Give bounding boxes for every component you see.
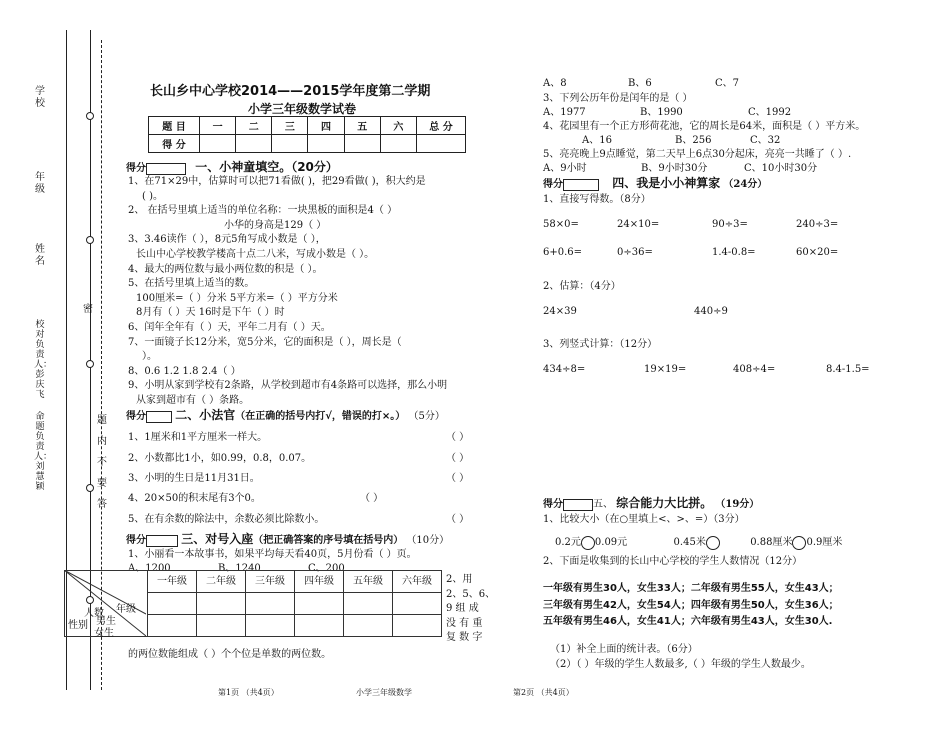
option: A、1977 xyxy=(543,107,586,118)
score-cell[interactable] xyxy=(236,135,272,153)
calc-item: 0÷36= xyxy=(617,247,653,258)
section-points: （24分） xyxy=(723,179,768,190)
question-line: 7、一面镜子长12分米，宽5分米，它的面积是（ ），周长是（ xyxy=(128,336,402,348)
footer-title: 小学三年级数学 xyxy=(356,688,412,697)
section-number: 五、 xyxy=(593,499,613,510)
table-cell[interactable] xyxy=(246,593,295,615)
score-cell[interactable] xyxy=(380,135,416,153)
score-table xyxy=(148,116,466,153)
score-label: 得分 xyxy=(126,411,146,422)
section4-header xyxy=(543,174,767,191)
section-points: （5分） xyxy=(408,411,445,422)
score-label: 得分 xyxy=(126,163,146,174)
diag-label-male: 男生 xyxy=(96,616,116,627)
section-points: （19分） xyxy=(715,499,760,510)
data-line: 三年级有男生42人，女生54人；四年级有男生50人，女生36人； xyxy=(543,600,839,611)
question-line: 长山中心学校教学楼高十点二八米，写成小数是（ ）。 xyxy=(136,248,375,260)
answer-paren[interactable]: （ ） xyxy=(360,493,384,504)
option: B、1240 xyxy=(218,563,261,574)
score-label: 得分 xyxy=(543,499,563,510)
school-label: 学校 xyxy=(35,86,45,109)
section-note: （在正确的括号内打√，错误的打×。） xyxy=(235,411,406,422)
data-line: 一年级有男生30人，女生33人；二年级有男生55人，女生43人； xyxy=(543,583,839,594)
calc-item: 440÷9 xyxy=(694,306,728,317)
calc-item: 408÷4= xyxy=(733,364,776,375)
grade-header: 二年级 xyxy=(197,571,246,593)
section1-header xyxy=(126,158,338,175)
option: C、1992 xyxy=(748,107,792,118)
score-cell[interactable] xyxy=(200,135,236,153)
option: B、256 xyxy=(675,135,712,146)
grade-header: 五年级 xyxy=(344,571,393,593)
table-cell[interactable] xyxy=(295,615,344,637)
score-header-cell: 四 xyxy=(308,117,344,135)
q2-vertical-text xyxy=(446,573,495,646)
compare-value: 0.9厘米 xyxy=(806,537,843,548)
grade-label: 年级 xyxy=(35,172,45,195)
binding-hole xyxy=(86,112,94,120)
diag-label-female: 女生 xyxy=(94,628,114,639)
answer-paren[interactable]: （ ） xyxy=(446,514,470,525)
question-line: 100厘米=（ ）分米 5平方米=（ ）平方分米 xyxy=(136,292,338,304)
option: B、9小时30分 xyxy=(641,163,708,174)
compare-circle[interactable] xyxy=(706,536,720,550)
table-cell[interactable] xyxy=(393,615,442,637)
student-stats-table xyxy=(64,570,442,639)
section-title: 一、小神童填空。（20分） xyxy=(195,160,338,174)
option: B、6 xyxy=(628,78,652,89)
question-line: 5、在括号里填上适当的数。 xyxy=(128,278,255,290)
question-line: 1、在71×29中，估算时可以把71看做( )，把29看做( )，积大约是 xyxy=(128,176,426,187)
score-header-cell: 一 xyxy=(200,117,236,135)
grade-header: 六年级 xyxy=(393,571,442,593)
table-cell[interactable] xyxy=(344,615,393,637)
page-number-right: 第2页 （共4页） xyxy=(513,688,574,697)
table-cell[interactable] xyxy=(295,593,344,615)
answer-paren[interactable]: （ ） xyxy=(446,453,470,464)
judge-item: 2、小数都比1小，如0.99，0.8，0.07。 xyxy=(128,453,312,464)
section-note: （把正确答案的序号填在括号内） xyxy=(253,535,404,546)
exam-subtitle: 小学三年级数学试卷 xyxy=(248,102,357,116)
score-header-cell: 题 目 xyxy=(149,117,200,135)
question-line: 2、下面是收集到的长山中心学校的学生人数情况（12分） xyxy=(543,556,803,567)
data-line: 五年级有男生46人，女生41人；六年级有男生43人，女生30人. xyxy=(543,616,833,627)
table-cell[interactable] xyxy=(393,593,442,615)
answer-paren[interactable]: （ ） xyxy=(446,432,470,443)
judge-item: 3、小明的生日是11月31日。 xyxy=(128,473,260,484)
question-line: ）。 xyxy=(142,351,157,363)
question-line: 小华的身高是129（ ） xyxy=(224,219,327,231)
option: A、8 xyxy=(543,78,567,89)
binding-hole xyxy=(86,360,94,368)
score-label: 得分 xyxy=(543,179,563,190)
score-header-cell: 三 xyxy=(272,117,308,135)
score-cell[interactable] xyxy=(344,135,380,153)
part-label: 3、列竖式计算：（12分） xyxy=(543,339,658,350)
table-cell[interactable] xyxy=(344,593,393,615)
diag-label-gender: 性别 xyxy=(68,620,88,631)
compare-value: 0.88厘米 xyxy=(750,537,793,548)
question-line: 8月有（ ）天 16时是下午（ ）时 xyxy=(136,307,285,319)
question-line: 6、闰年全年有（ ）天，平年二月有（ ）天。 xyxy=(128,321,331,333)
option: C、7 xyxy=(715,78,740,89)
question-line: 1、小丽看一本故事书，如果平均每天看40页，5月份看（ ）页。 xyxy=(128,549,417,560)
calc-item: 58×0= xyxy=(543,219,579,230)
section-title: 四、我是小小神算家 xyxy=(612,176,721,190)
question-line: 复 数 字 xyxy=(446,632,483,643)
section5-header xyxy=(543,494,759,511)
compare-circle[interactable] xyxy=(581,536,595,550)
calc-item: 8.4-1.5= xyxy=(826,364,870,375)
compare-value: 0.09元 xyxy=(594,537,628,548)
binding-hole xyxy=(86,484,94,492)
answer-paren[interactable]: （ ） xyxy=(446,473,470,484)
calc-item: 1.4-0.8= xyxy=(712,247,756,258)
option: A、1200 xyxy=(128,563,171,574)
option: B、1990 xyxy=(640,107,683,118)
section-title: 综合能力大比拼。 xyxy=(616,496,713,510)
exam-title: 长山乡中心学校2014——2015学年度第二学期 xyxy=(150,84,431,99)
score-header-cell: 六 xyxy=(380,117,416,135)
seal-line-text: 题 内 不 要 答 xyxy=(97,415,107,510)
option: C、32 xyxy=(750,135,781,146)
question-line: 5、亮亮晚上9点睡觉，第二天早上6点30分起床，亮亮一共睡了（ ）. xyxy=(543,149,852,160)
judge-item: 5、在有余数的除法中，余数必须比除数小。 xyxy=(128,514,325,525)
compare-value: 0.2元 xyxy=(555,537,581,548)
name-label: 姓名 xyxy=(35,244,45,267)
calc-item: 24×10= xyxy=(617,219,660,230)
question-line: ( )。 xyxy=(142,190,163,202)
question-line: 8、0.6 1.2 1.8 2.4（ ） xyxy=(128,365,241,377)
grade-header: 一年级 xyxy=(148,571,197,593)
question-line: 3、下列公历年份是闰年的是（ ） xyxy=(543,93,693,104)
page-number-left: 第1页 （共4页） xyxy=(218,688,279,697)
score-cell[interactable] xyxy=(308,135,344,153)
option: A、16 xyxy=(582,135,612,146)
compare-circle[interactable] xyxy=(792,536,806,550)
question-line: 4、花园里有一个正方形荷花池，它的周长是64米，面积是（ ）平方米。 xyxy=(543,121,866,132)
question-line: 1、比较大小（在○里填上<、>、=）（3分） xyxy=(543,514,745,525)
question-line: （1）补全上面的统计表。（6分） xyxy=(550,644,698,655)
score-box[interactable] xyxy=(563,179,599,191)
binding-hole xyxy=(86,236,94,244)
calc-item: 19×19= xyxy=(644,364,687,375)
compare-row xyxy=(555,533,842,550)
calc-item: 90÷3= xyxy=(712,219,748,230)
judge-item: 4、20×50的积末尾有3个0。 xyxy=(128,493,261,504)
score-cell[interactable] xyxy=(272,135,308,153)
question-line: 的两位数能组成（ ）个个位是单数的两位数。 xyxy=(128,649,332,660)
diag-label-grade: 年级 xyxy=(116,604,136,615)
question-line: 9 组 成 xyxy=(446,603,479,614)
score-header-cell: 五 xyxy=(344,117,380,135)
section-points: （10分） xyxy=(406,535,450,546)
table-cell[interactable] xyxy=(148,615,197,637)
grade-header: 三年级 xyxy=(246,571,295,593)
score-box[interactable] xyxy=(146,411,172,423)
calc-item: 434÷8= xyxy=(543,364,586,375)
question-line: 从家到超市有（ ）条路。 xyxy=(136,394,250,406)
score-cell[interactable] xyxy=(417,135,466,153)
table-cell[interactable] xyxy=(197,615,246,637)
score-header-cell: 二 xyxy=(236,117,272,135)
question-line: 9、小明从家到学校有2条路，从学校到超市有4条路可以选择，那么小明 xyxy=(128,380,448,392)
grade-header: 四年级 xyxy=(295,571,344,593)
score-header-cell: 总 分 xyxy=(417,117,466,135)
author-label: 命题负责人：刘慧颖 xyxy=(34,412,53,492)
question-line: 没 有 重 xyxy=(446,617,483,629)
proof-label: 校对负责人：彭庆飞 xyxy=(34,320,53,400)
score-box[interactable] xyxy=(146,163,186,175)
judge-item: 1、1厘米和1平方厘米一样大。 xyxy=(128,432,268,443)
section-title: 三、对号入座 xyxy=(181,532,254,546)
section1-body xyxy=(128,175,447,409)
section2-header xyxy=(126,406,445,423)
calc-item: 60×20= xyxy=(796,247,839,258)
table-cell[interactable] xyxy=(148,593,197,615)
compare-value: 0.45米 xyxy=(673,537,706,548)
calc-item: 24×39 xyxy=(543,306,577,317)
question-line: 4、最大的两位数与最小两位数的积是（ ）。 xyxy=(128,263,323,275)
part-label: 1、直接写得数。（8分） xyxy=(543,194,651,205)
question-line: 2、用 xyxy=(446,574,473,585)
score-label: 得分 xyxy=(126,535,146,546)
diag-label-count: 人数 xyxy=(84,608,104,619)
table-cell[interactable] xyxy=(197,593,246,615)
question-line: （2）（ ）年级的学生人数最多,（ ）年级的学生人数最少。 xyxy=(550,659,811,670)
question-line: 3、3.46读作（ ），8元5角写成小数是（ ）， xyxy=(128,234,326,246)
option: C、10小时30分 xyxy=(744,163,818,174)
option: C、200 xyxy=(308,563,345,574)
score-box[interactable] xyxy=(563,499,593,511)
question-line: 2、 在括号里填上适当的单位名称：一块黑板的面积是4（ ） xyxy=(128,205,398,217)
calc-item: 240÷3= xyxy=(796,219,839,230)
seal-mark: 密 xyxy=(83,304,93,315)
part-label: 2、估算：（4分） xyxy=(543,281,621,292)
score-row-label: 得 分 xyxy=(149,135,200,153)
question-line: 2、5、6、 xyxy=(446,588,496,600)
section-title: 二、小法官 xyxy=(175,408,236,422)
option: A、9小时 xyxy=(543,163,587,174)
calc-item: 6+0.6= xyxy=(543,247,583,258)
table-cell[interactable] xyxy=(246,615,295,637)
